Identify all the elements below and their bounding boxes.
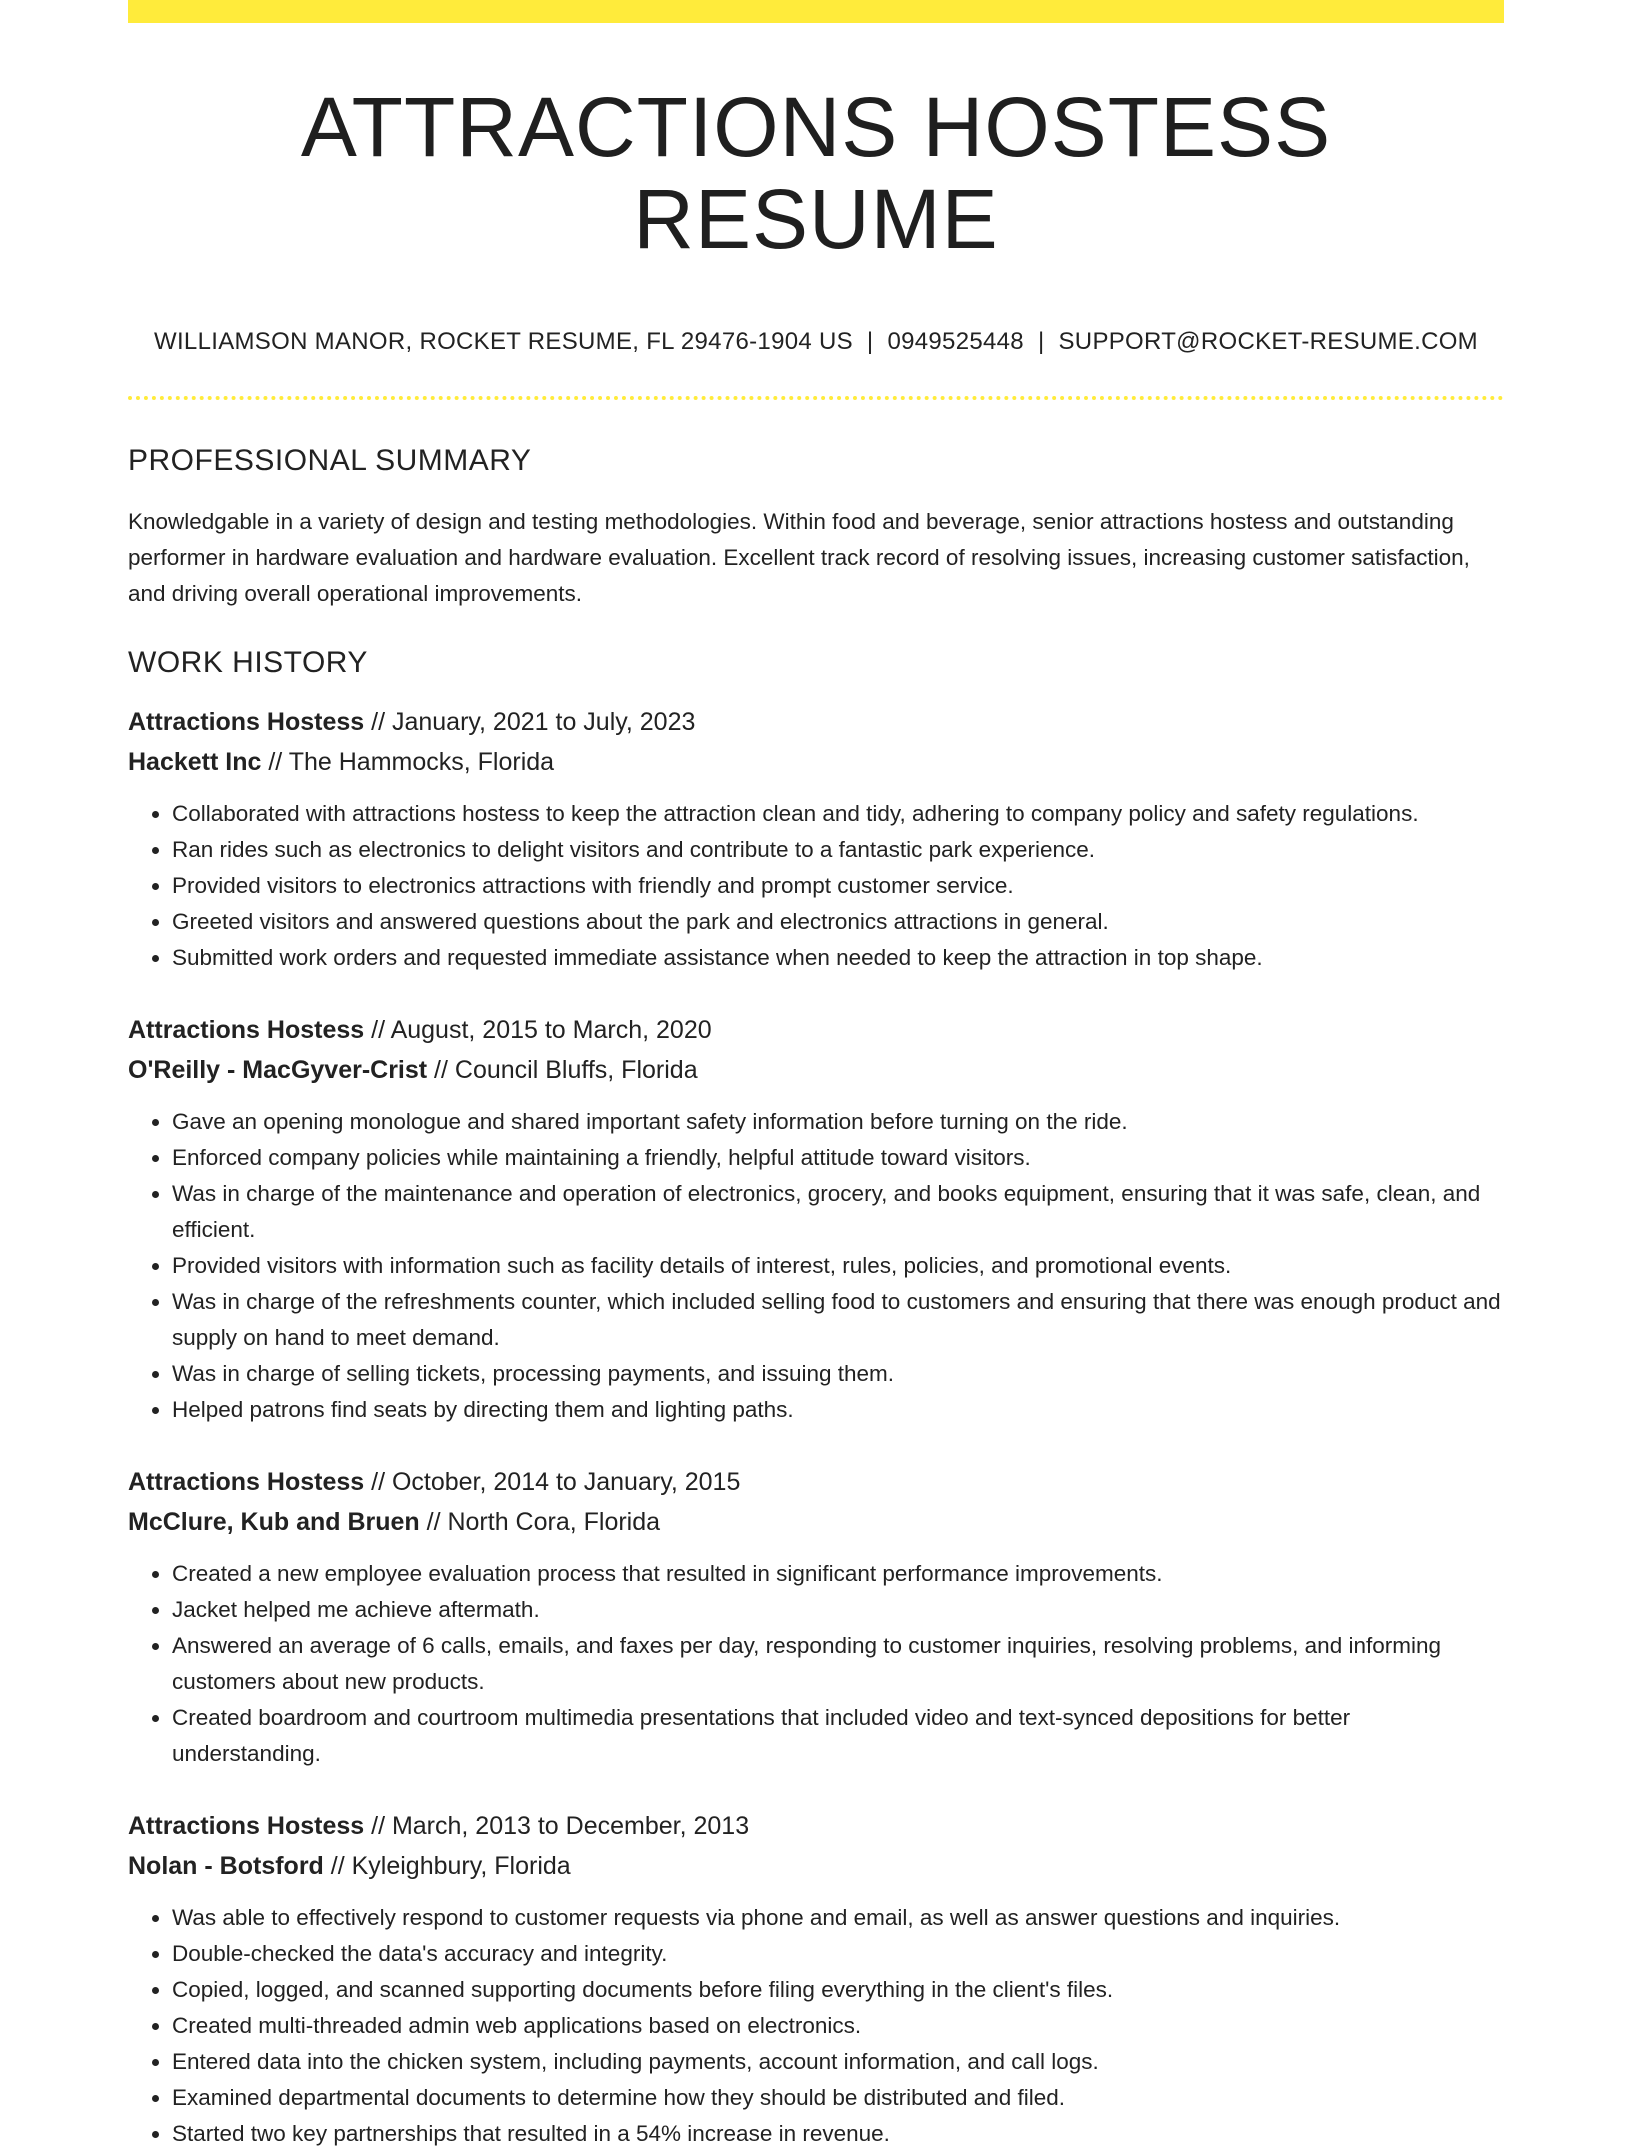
job-bullet: • Gave an opening monologue and shared important safety information before turning on the ride. xyxy=(172,1104,1504,1140)
job-role: Attractions Hostess xyxy=(128,707,365,736)
summary-text: Knowledgable in a variety of design and testing methodologies. Within food and beverage, senior attractions hostess and outstanding performer in hardware evaluation and hardware evaluation. Excellent track record of resolving issues, increasing customer satisfaction, and driving overall operational improvements. xyxy=(128,508,1470,606)
job-dates: // August, 2015 to March, 2020 xyxy=(364,1015,712,1044)
job-location: // Council Bluffs, Florida xyxy=(427,1055,698,1084)
page-title: ATTRACTIONS HOSTESS RESUME xyxy=(300,80,1332,267)
job-company: McClure, Kub and Bruen xyxy=(128,1507,420,1536)
job-company-line xyxy=(128,742,1504,782)
job-bullet: • Was able to effectively respond to customer requests via phone and email, as well as answer questions and inquiries. xyxy=(172,1900,1504,1936)
job-bullet: • Was in charge of the refreshments counter, which included selling food to customers and ensuring that there was enough product and supply on hand to meet demand. xyxy=(172,1284,1504,1356)
job-company: Nolan - Botsford xyxy=(128,1851,324,1880)
job-bullet: • Jacket helped me achieve aftermath. xyxy=(172,1592,1504,1628)
job-list xyxy=(128,702,1504,2152)
job-company-line xyxy=(128,1050,1504,1090)
accent-bar xyxy=(128,0,1504,23)
job-bullet: • Submitted work orders and requested immediate assistance when needed to keep the attraction in top shape. xyxy=(172,940,1504,976)
job-entry xyxy=(128,702,1504,976)
job-bullet: • Created boardroom and courtroom multimedia presentations that included video and text-synced depositions for better understanding. xyxy=(172,1700,1504,1772)
job-bullet: • Greeted visitors and answered questions about the park and electronics attractions in general. xyxy=(172,904,1504,940)
job-bullet: • Copied, logged, and scanned supporting documents before filing everything in the client's files. xyxy=(172,1972,1504,2008)
job-bullet: • Created multi-threaded admin web applications based on electronics. xyxy=(172,2008,1504,2044)
job-location: // The Hammocks, Florida xyxy=(261,747,555,776)
contact-phone: 0949525448 xyxy=(887,327,1024,355)
job-company: O'Reilly - MacGyver-Crist xyxy=(128,1055,428,1084)
job-role-line xyxy=(128,1010,1504,1050)
job-role: Attractions Hostess xyxy=(128,1467,365,1496)
work-history-heading: WORK HISTORY xyxy=(128,645,368,679)
job-company-line xyxy=(128,1846,1504,1886)
job-bullet-list xyxy=(128,1104,1504,1428)
job-role: Attractions Hostess xyxy=(128,1015,365,1044)
job-role: Attractions Hostess xyxy=(128,1811,365,1840)
job-bullet: • Answered an average of 6 calls, emails, and faxes per day, responding to customer inquiries, resolving problems, and informing customers about new products. xyxy=(172,1628,1504,1700)
contact-separator: | xyxy=(1037,327,1045,355)
job-bullet-list xyxy=(128,1556,1504,1772)
job-bullet: • Entered data into the chicken system, including payments, account information, and call logs. xyxy=(172,2044,1504,2080)
job-dates: // January, 2021 to July, 2023 xyxy=(364,707,696,736)
job-bullet: • Started two key partnerships that resulted in a 54% increase in revenue. xyxy=(172,2116,1504,2152)
job-role-line xyxy=(128,1806,1504,1846)
job-role-line xyxy=(128,702,1504,742)
contact-separator: | xyxy=(866,327,874,355)
job-role-line xyxy=(128,1462,1504,1502)
job-bullet: • Was in charge of the maintenance and operation of electronics, grocery, and books equipment, ensuring that it was safe, clean, and efficient. xyxy=(172,1176,1504,1248)
job-bullet: • Created a new employee evaluation process that resulted in significant performance improvements. xyxy=(172,1556,1504,1592)
job-bullet: • Was in charge of selling tickets, processing payments, and issuing them. xyxy=(172,1356,1504,1392)
job-bullet: • Ran rides such as electronics to delight visitors and contribute to a fantastic park experience. xyxy=(172,832,1504,868)
summary-heading: PROFESSIONAL SUMMARY xyxy=(128,443,532,477)
job-location: // Kyleighbury, Florida xyxy=(323,1851,571,1880)
job-bullet: • Examined departmental documents to determine how they should be distributed and filed. xyxy=(172,2080,1504,2116)
job-dates: // October, 2014 to January, 2015 xyxy=(364,1467,741,1496)
job-bullet: • Provided visitors with information such as facility details of interest, rules, policies, and promotional events. xyxy=(172,1248,1504,1284)
job-dates: // March, 2013 to December, 2013 xyxy=(364,1811,750,1840)
resume-page xyxy=(128,0,1504,2152)
job-entry xyxy=(128,1010,1504,1428)
job-bullet: • Enforced company policies while maintaining a friendly, helpful attitude toward visitors. xyxy=(172,1140,1504,1176)
job-bullet: • Collaborated with attractions hostess to keep the attraction clean and tidy, adhering to company policy and safety regulations. xyxy=(172,796,1504,832)
job-company-line xyxy=(128,1502,1504,1542)
dotted-divider xyxy=(128,396,1504,400)
contact-address: WILLIAMSON MANOR, ROCKET RESUME, FL 29476-1904 US xyxy=(154,327,853,355)
job-bullet-list xyxy=(128,796,1504,976)
job-bullet: • Double-checked the data's accuracy and integrity. xyxy=(172,1936,1504,1972)
contact-line xyxy=(128,328,1504,356)
job-entry xyxy=(128,1462,1504,1772)
job-entry xyxy=(128,1806,1504,2152)
job-bullet: • Helped patrons find seats by directing them and lighting paths. xyxy=(172,1392,1504,1428)
job-location: // North Cora, Florida xyxy=(419,1507,661,1536)
job-company: Hackett Inc xyxy=(128,747,262,776)
job-bullet: • Provided visitors to electronics attractions with friendly and prompt customer service. xyxy=(172,868,1504,904)
job-bullet-list xyxy=(128,1900,1504,2152)
contact-email: SUPPORT@ROCKET-RESUME.COM xyxy=(1058,327,1478,355)
